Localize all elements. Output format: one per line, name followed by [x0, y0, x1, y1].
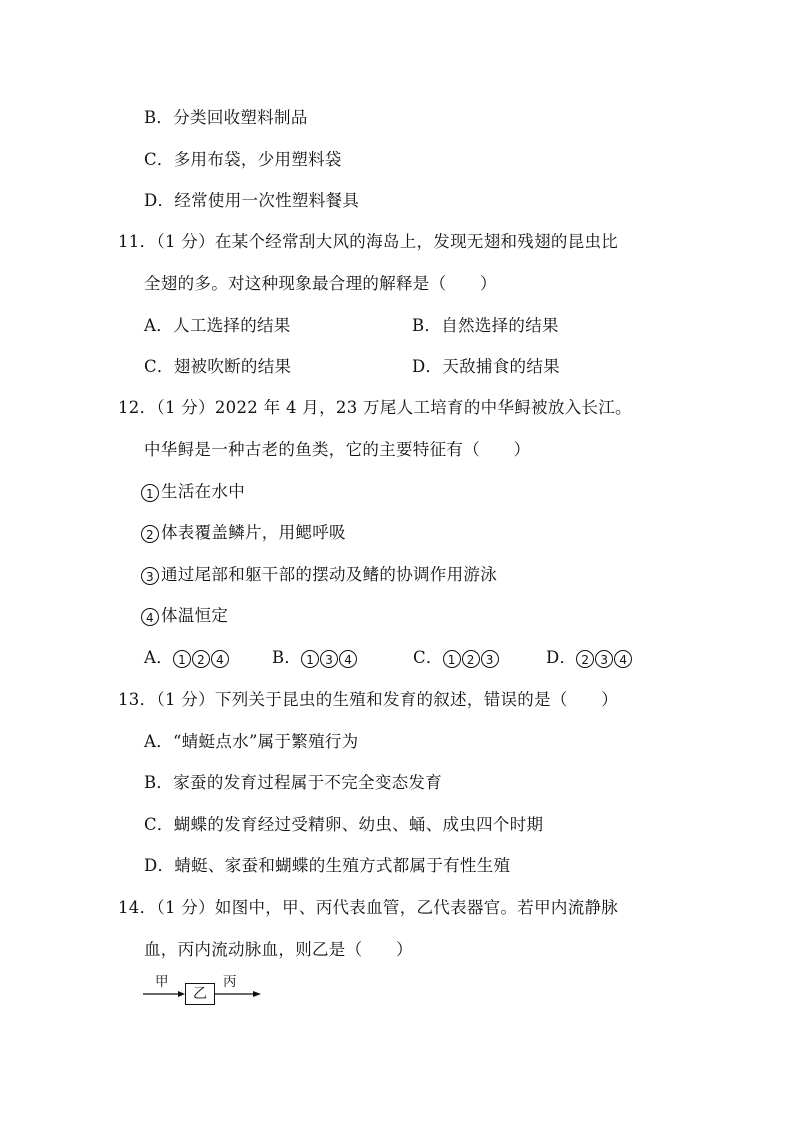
q12-option-c	[413, 648, 500, 668]
q12-stem-line1: 12．（1 分）2022 年 4 月，23 万尾人工培育的中华鲟被放入长江。	[118, 398, 632, 417]
q12-option-a	[144, 648, 230, 668]
circled-number: 2	[576, 650, 594, 668]
q11-option-a: A．人工选择的结果	[144, 316, 291, 335]
q12-option-d	[546, 648, 633, 668]
q10-option-c: C．多用布袋，少用塑料袋	[144, 150, 342, 169]
circled-number: 2	[462, 650, 480, 668]
circled-number: 4	[614, 650, 632, 668]
option-label: A．	[144, 648, 174, 667]
circled-number: 2	[192, 650, 210, 668]
organ-box: 乙	[185, 983, 215, 1005]
q13-option-c: C．蝴蝶的发育经过受精卵、幼虫、蛹、成虫四个时期	[144, 815, 544, 834]
q12-statement-3	[141, 565, 497, 585]
circled-number: 1	[301, 650, 319, 668]
option-label: C．	[413, 648, 443, 667]
vessel-label-jia: 甲	[155, 974, 169, 990]
circled-number: 1	[173, 650, 191, 668]
vessel-label-bing: 丙	[223, 974, 237, 990]
option-label: D．	[546, 648, 577, 667]
q10-option-b: B．分类回收塑料制品	[144, 108, 308, 127]
q14-stem-line1: 14．（1 分）如图中，甲、丙代表血管，乙代表器官。若甲内流静脉	[118, 898, 619, 917]
statement-text: 通过尾部和躯干部的摆动及鳍的协调作用游泳	[161, 565, 497, 584]
circled-number: 4	[211, 650, 229, 668]
q10-option-d: D．经常使用一次性塑料餐具	[144, 191, 360, 210]
circled-number: 4	[339, 650, 357, 668]
q11-option-b: B．自然选择的结果	[412, 316, 559, 335]
circled-number: 2	[141, 525, 159, 543]
q12-option-b	[272, 648, 358, 668]
q12-stem-line2: 中华鲟是一种古老的鱼类，它的主要特征有（ ）	[144, 440, 531, 459]
q13-stem: 13．（1 分）下列关于昆虫的生殖和发育的叙述，错误的是（ ）	[118, 690, 619, 709]
q11-option-c: C．翅被吹断的结果	[144, 357, 292, 376]
circled-number: 1	[443, 650, 461, 668]
option-label: B．	[272, 648, 302, 667]
circled-number: 4	[141, 608, 159, 626]
q12-statement-1	[141, 482, 245, 502]
q13-option-b: B．家蚕的发育过程属于不完全变态发育	[144, 773, 443, 792]
q13-option-a: A．“蜻蜓点水”属于繁殖行为	[144, 732, 359, 751]
circled-number: 3	[481, 650, 499, 668]
q12-statement-2	[141, 523, 346, 543]
q14-stem-line2: 血，丙内流动脉血，则乙是（ ）	[144, 940, 413, 959]
circled-number: 3	[141, 567, 159, 585]
circled-number: 1	[141, 484, 159, 502]
q12-statement-4	[141, 606, 228, 626]
q11-stem-line2: 全翅的多。对这种现象最合理的解释是（ ）	[144, 274, 497, 293]
circled-number: 3	[320, 650, 338, 668]
circled-number: 3	[595, 650, 613, 668]
statement-text: 体表覆盖鳞片，用鳃呼吸	[161, 523, 346, 542]
q11-option-d: D．天敌捕食的结果	[412, 357, 560, 376]
blood-flow-diagram	[143, 974, 273, 1008]
q13-option-d: D．蜻蜓、家蚕和蝴蝶的生殖方式都属于有性生殖	[144, 856, 511, 875]
statement-text: 生活在水中	[161, 482, 245, 501]
statement-text: 体温恒定	[161, 606, 229, 625]
q11-stem-line1: 11．（1 分）在某个经常刮大风的海岛上，发现无翅和残翅的昆虫比	[118, 232, 619, 251]
